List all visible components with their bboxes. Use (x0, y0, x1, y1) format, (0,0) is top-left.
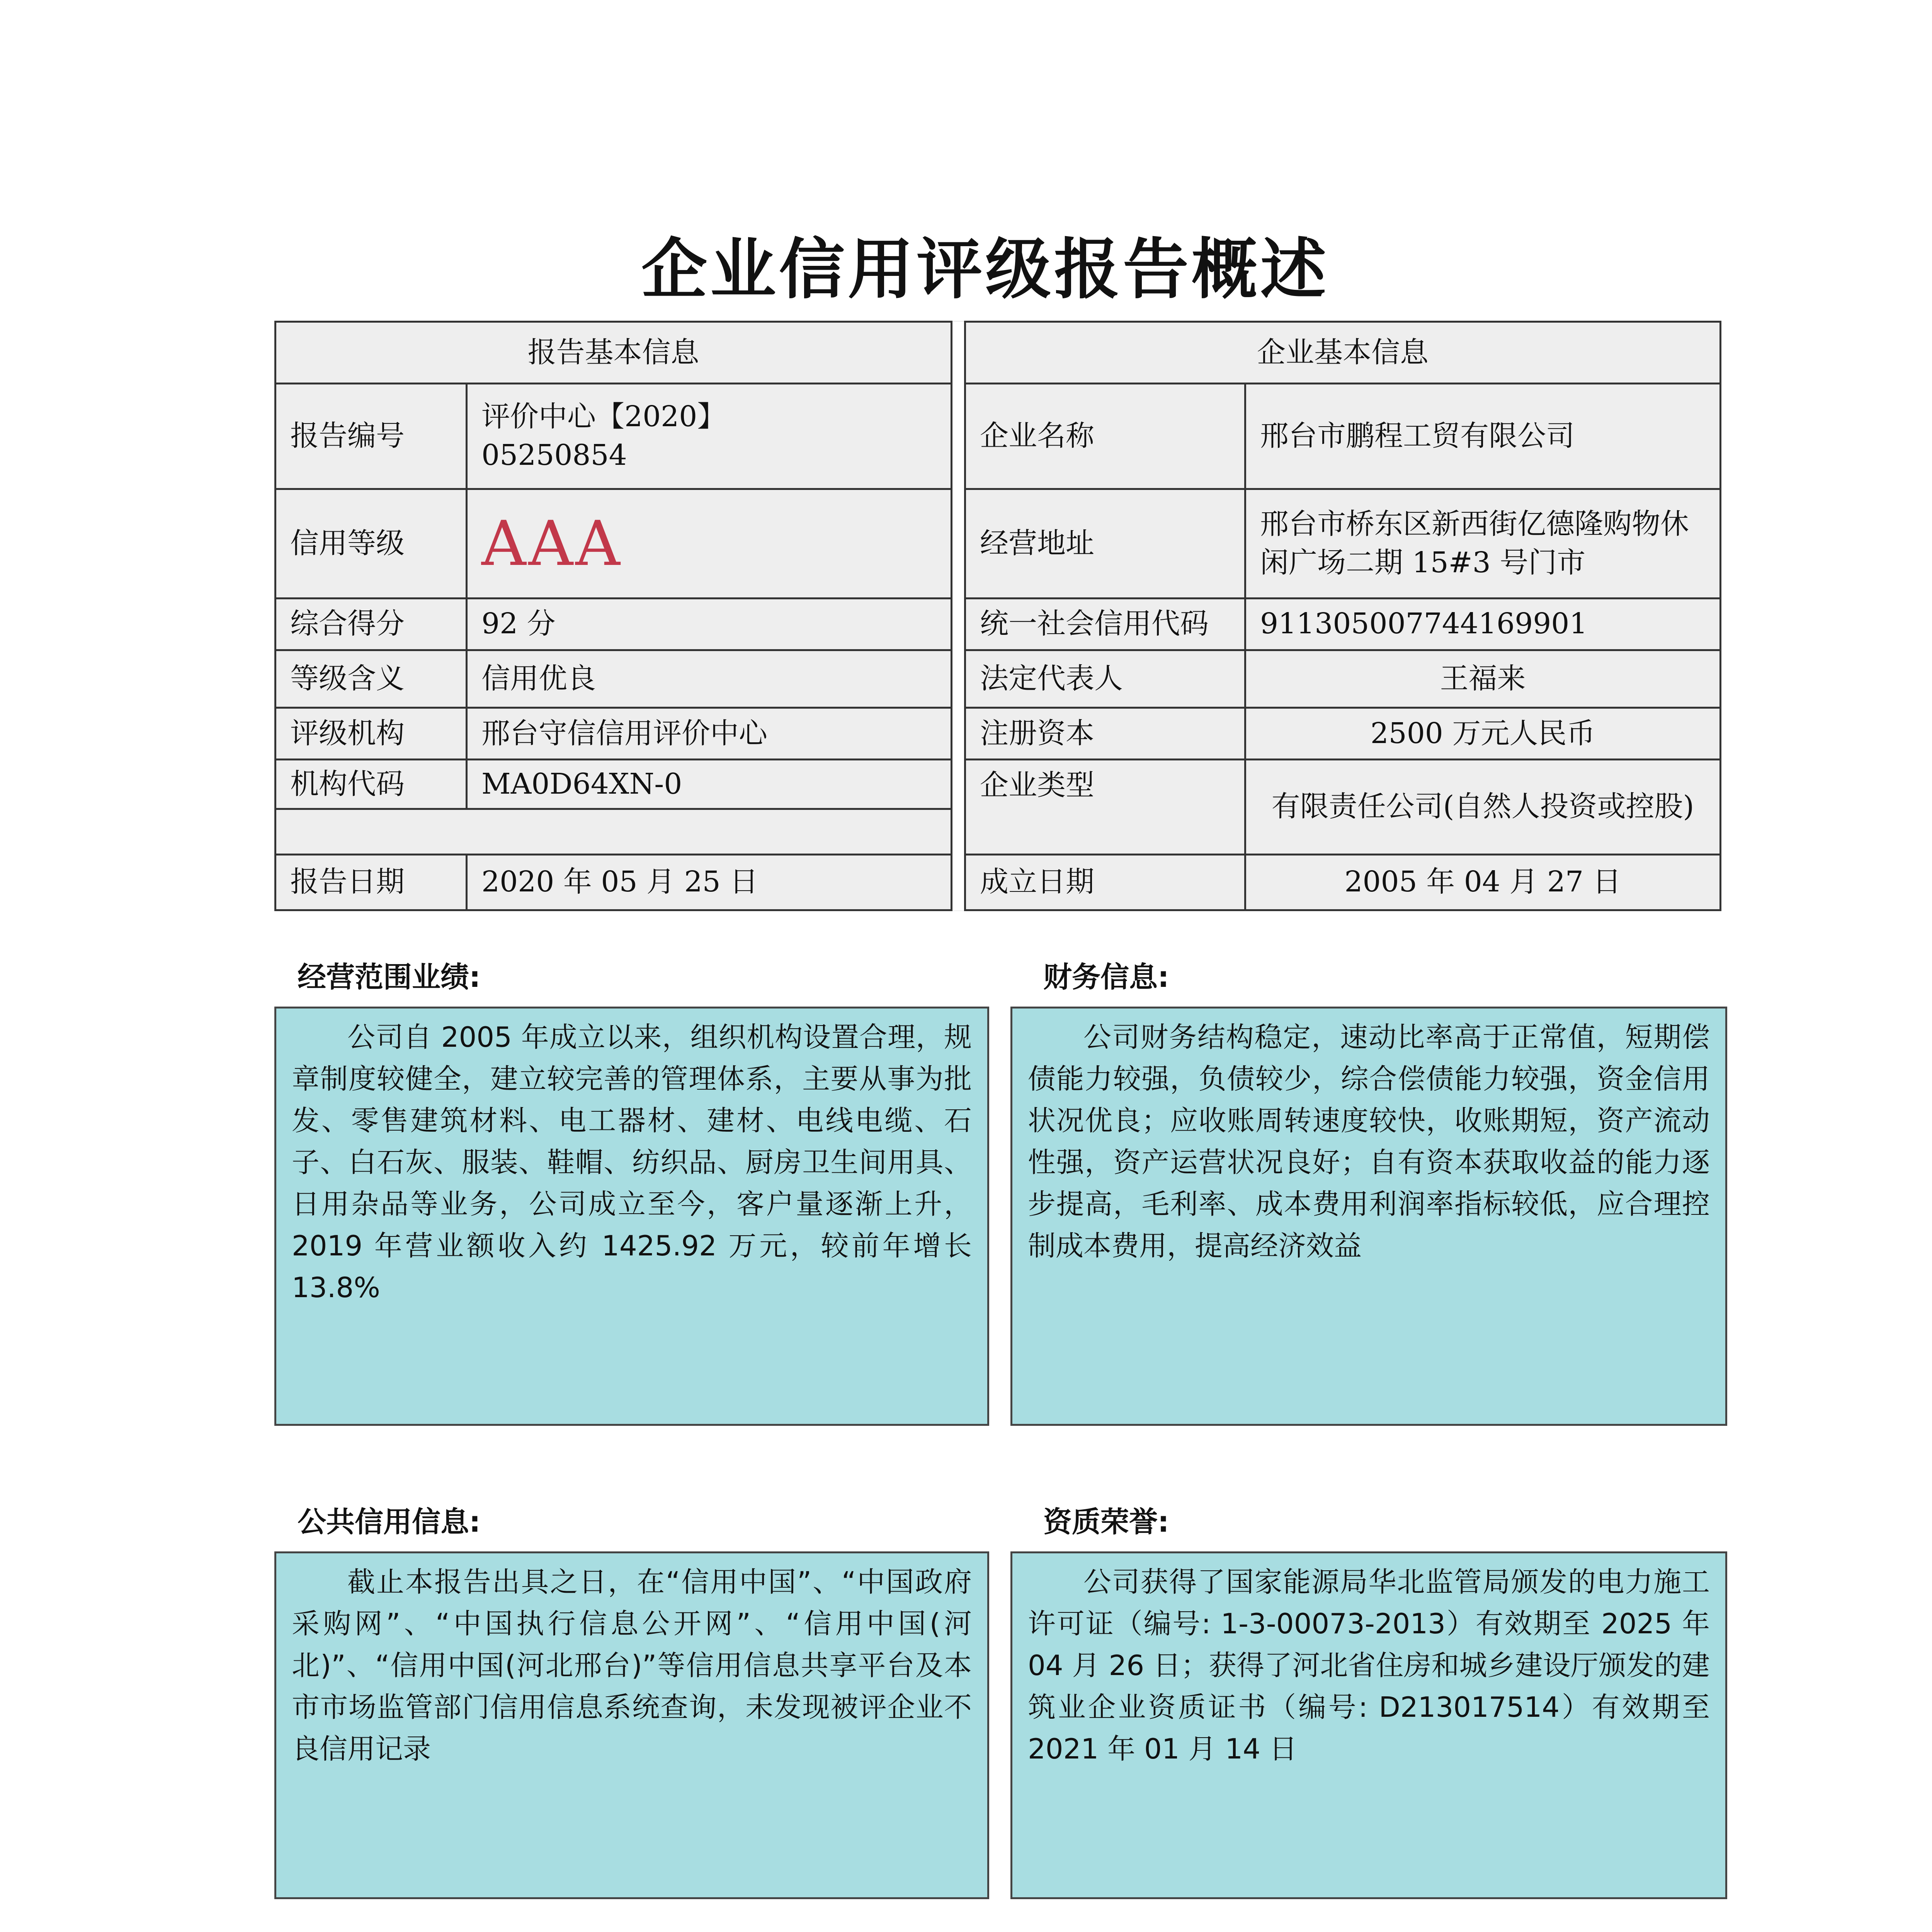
qualification-section-title: 资质荣誉: (1043, 1505, 1169, 1539)
org-code-label: 机构代码 (276, 759, 467, 809)
report-date-value: 2020 年 05 月 25 日 (467, 854, 952, 910)
report-number-line1: 评价中心【2020】 (481, 400, 726, 434)
basic-info-table (274, 321, 1721, 911)
address-label: 经营地址 (965, 489, 1245, 598)
credit-code-label: 统一社会信用代码 (965, 599, 1245, 650)
legal-rep-label: 法定代表人 (965, 650, 1245, 708)
score-value: 92 分 (467, 599, 952, 650)
report-number-label: 报告编号 (276, 384, 467, 489)
org-code-value: MA0D64XN-0 (467, 759, 952, 809)
public-credit-box: 截止本报告出具之日，在“信用中国”、“中国政府采购网”、“中国执行信息公开网”、“信用中国(河北)”、“信用中国(河北邢台)”等信用信息共享平台及本市市场监管部门信用信息系统查询，未发现被评企业不良信用记录 (274, 1551, 989, 1899)
credit-grade-label: 信用等级 (276, 489, 467, 598)
grade-meaning-value: 信用优良 (467, 650, 952, 708)
company-type-label: 企业类型 (965, 759, 1245, 854)
credit-grade-value (467, 489, 952, 598)
report-date-label: 报告日期 (276, 854, 467, 910)
finance-box: 公司财务结构稳定，速动比率高于正常值，短期偿债能力较强，负债较少，综合偿债能力较强，资金信用状况优良；应收账周转速度较快，收账期短，资产流动性强，资产运营状况良好；自有资本获取收益的能力逐步提高，毛利率、成本费用利润率指标较低，应合理控制成本费用，提高经济效益 (1010, 1007, 1727, 1426)
credit-grade: AAA (481, 507, 622, 580)
reg-capital-label: 注册资本 (965, 708, 1245, 760)
finance-section-title: 财务信息: (1043, 961, 1169, 994)
legal-rep-value: 王福来 (1245, 650, 1721, 708)
company-name-label: 企业名称 (965, 384, 1245, 489)
report-number-line2: 05250854 (481, 439, 627, 472)
rating-org-value: 邢台守信信用评价中心 (467, 708, 952, 760)
public-credit-section-title: 公共信用信息: (298, 1505, 481, 1539)
qualification-box: 公司获得了国家能源局华北监管局颁发的电力施工许可证（编号: 1-3-00073-2013）有效期至 2025 年 04 月 26 日；获得了河北省住房和城乡建设厅颁发的建筑业企业资质证书（编号: D213017514）有效期至 2021 年 01 月 14 日 (1010, 1551, 1727, 1899)
company-type-value: 有限责任公司(自然人投资或控股) (1245, 759, 1721, 854)
reg-capital-value: 2500 万元人民币 (1245, 708, 1721, 760)
company-name-value: 邢台市鹏程工贸有限公司 (1245, 384, 1721, 489)
rating-org-label: 评级机构 (276, 708, 467, 760)
founded-date-label: 成立日期 (965, 854, 1245, 910)
credit-code-value: 911305007744169901 (1245, 599, 1721, 650)
score-label: 综合得分 (276, 599, 467, 650)
business-section-title: 经营范围业绩: (298, 961, 481, 994)
report-number-value (467, 384, 952, 489)
founded-date-value: 2005 年 04 月 27 日 (1245, 854, 1721, 910)
business-box: 公司自 2005 年成立以来，组织机构设置合理，规章制度较健全，建立较完善的管理体系，主要从事为批发、零售建筑材料、电工器材、建材、电线电缆、石子、白石灰、服装、鞋帽、纺织品、厨房卫生间用具、日用杂品等业务，公司成立至今，客户量逐渐上升，2019 年营业额收入约 1425.92 万元，较前年增长 13.8% (274, 1007, 989, 1426)
company-info-header: 企业基本信息 (965, 322, 1721, 384)
report-info-header: 报告基本信息 (276, 322, 952, 384)
page-title: 企业信用评级报告概述 (641, 231, 1329, 308)
grade-meaning-label: 等级含义 (276, 650, 467, 708)
address-value: 邢台市桥东区新西街亿德隆购物休闲广场二期 15#3 号门市 (1245, 489, 1721, 598)
